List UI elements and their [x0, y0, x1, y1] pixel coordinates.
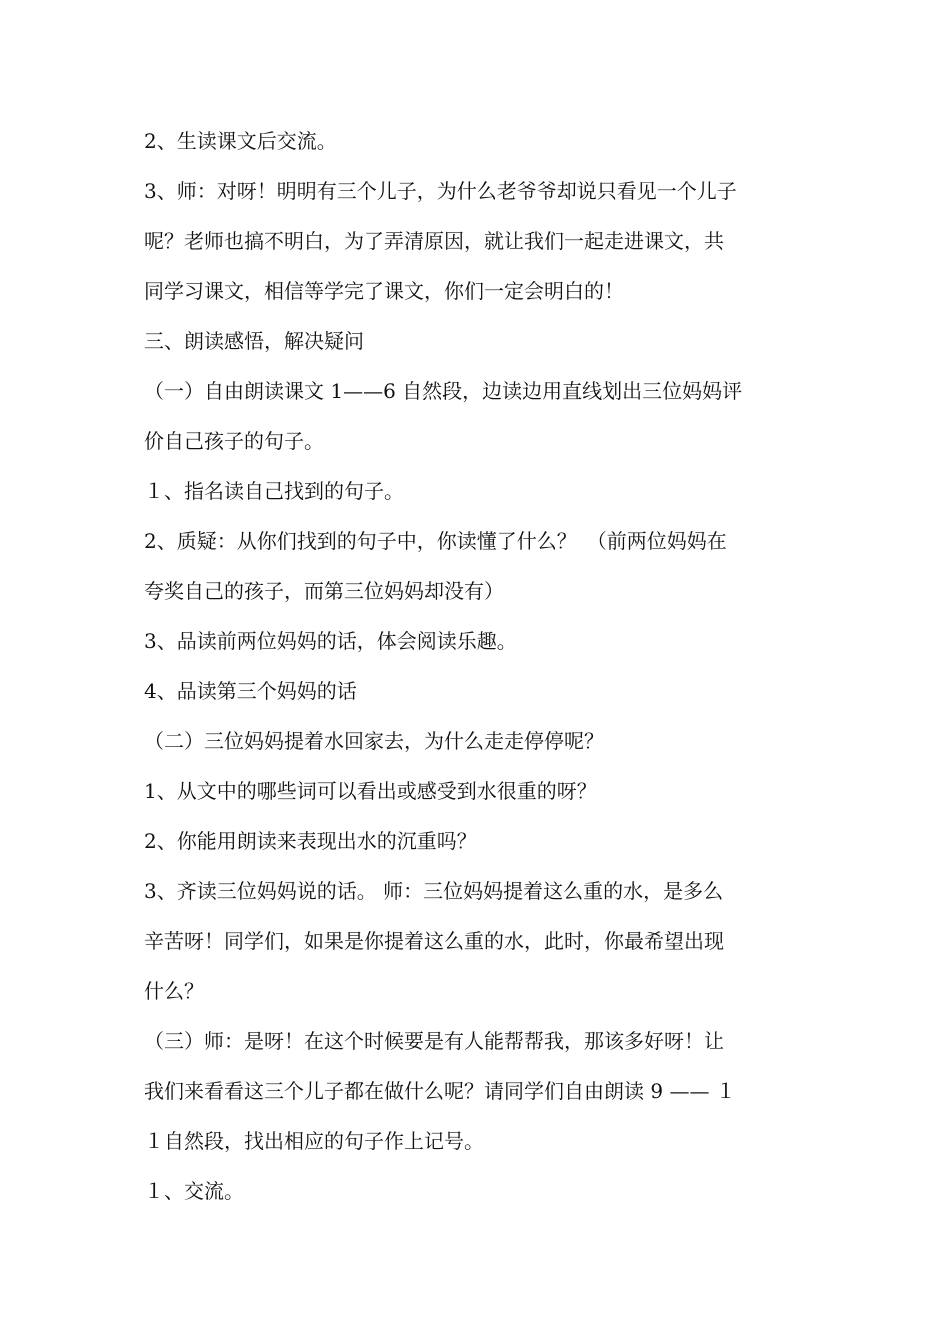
subsection-1-a: （一）自由朗读课文 1——6 自然段，边读边用直线划出三位妈妈评: [144, 379, 743, 403]
subsection-3-b: 我们来看看这三个儿子都在做什么呢？请同学们自由朗读 9 —— １: [144, 1079, 736, 1103]
item-4-read-third-mother: 4、品读第三个妈妈的话: [144, 679, 357, 703]
document-body: [144, 116, 814, 1216]
item-3-read-together-a: 3、齐读三位妈妈说的话。 师：三位妈妈提着这么重的水，是多么: [144, 879, 724, 903]
item-1-heavy-water: 1、从文中的哪些词可以看出或感受到水很重的呀？: [144, 779, 597, 803]
line-step-3-teacher-a: 3、师：对呀！明明有三个儿子，为什么老爷爷却说只看见一个儿子: [144, 179, 737, 203]
subsection-1-b: 价自己孩子的句子。: [144, 429, 324, 453]
line-step-3-teacher-c: 同学习课文，相信等学完了课文，你们一定会明白的！: [144, 279, 624, 303]
line-step-3-teacher-b: 呢？老师也搞不明白，为了弄清原因，就让我们一起走进课文，共: [144, 229, 724, 253]
subsection-2: （二）三位妈妈提着水回家去，为什么走走停停呢？: [144, 729, 604, 753]
subsection-3-c: １自然段，找出相应的句子作上记号。: [144, 1129, 484, 1153]
subsection-3-a: （三）师：是呀！在这个时候要是有人能帮帮我，那该多好呀！让: [144, 1029, 724, 1053]
section-heading-3: 三、朗读感悟，解决疑问: [144, 329, 364, 353]
item-1-read-sentence: １、指名读自己找到的句子。: [144, 479, 404, 503]
item-3-read-together-b: 辛苦呀！同学们，如果是你提着这么重的水，此时，你最希望出现: [144, 929, 724, 953]
item-2-question-b: 夸奖自己的孩子，而第三位妈妈却没有）: [144, 579, 504, 603]
item-2-read-aloud: 2、你能用朗读来表现出水的沉重吗？: [144, 829, 477, 853]
line-step-2-read: 2、生读课文后交流。: [144, 129, 337, 153]
item-3-read-together-c: 什么？: [144, 979, 204, 1003]
item-3-read-two-mothers: 3、品读前两位妈妈的话，体会阅读乐趣。: [144, 629, 517, 653]
item-2-question-a: 2、质疑：从你们找到的句子中，你读懂了什么？ （前两位妈妈在: [144, 529, 727, 553]
item-1-discuss: １、交流。: [144, 1179, 244, 1203]
